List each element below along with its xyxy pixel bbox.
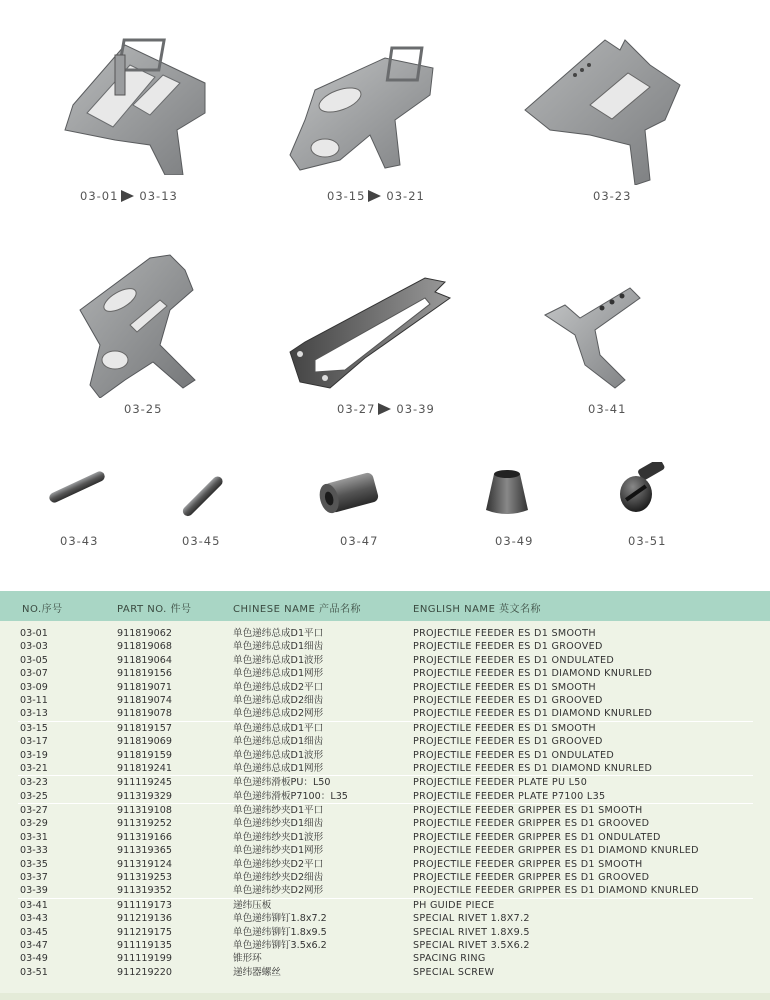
row-chinese-name: 单色递纬总成D1波形 xyxy=(233,749,324,761)
row-chinese-name: 单色递纬滑板P7100：L35 xyxy=(233,790,348,802)
part-03-43-label: 03-43 xyxy=(60,534,99,548)
row-no: 03-07 xyxy=(20,668,48,680)
arrow-right-icon xyxy=(121,190,134,202)
row-part-no: 911819064 xyxy=(117,654,172,666)
row-no: 03-05 xyxy=(20,654,48,666)
row-chinese-name: 单色递纬总成D1细齿 xyxy=(233,736,324,748)
row-part-no: 911319108 xyxy=(117,805,172,817)
row-no: 03-19 xyxy=(20,749,48,761)
row-chinese-name: 锥形环 xyxy=(233,953,262,965)
row-no: 03-33 xyxy=(20,845,48,857)
part-03-41-image xyxy=(540,280,645,390)
row-english-name: PH GUIDE PIECE xyxy=(413,899,495,911)
part-03-47-label: 03-47 xyxy=(340,534,379,548)
part-03-23-image xyxy=(520,35,685,185)
row-chinese-name: 单色递纬纱夹D1波形 xyxy=(233,831,324,843)
table-row xyxy=(0,762,770,775)
row-chinese-name: 递纬器螺丝 xyxy=(233,966,281,978)
row-chinese-name: 单色递纬总成D1平口 xyxy=(233,628,324,639)
part-03-47-image xyxy=(315,470,385,520)
table-row xyxy=(0,844,770,857)
table-row xyxy=(0,681,770,694)
row-no: 03-23 xyxy=(20,777,48,789)
row-chinese-name: 单色递纬纱夹D1细齿 xyxy=(233,818,324,830)
row-no: 03-41 xyxy=(20,899,48,911)
row-english-name: PROJECTILE FEEDER ES D1 ONDULATED xyxy=(413,749,615,761)
row-no: 03-45 xyxy=(20,926,48,938)
table-row xyxy=(0,707,770,720)
row-no: 03-35 xyxy=(20,858,48,870)
part-03-15-image xyxy=(285,40,445,180)
table-row xyxy=(0,654,770,667)
part-03-01-label: 03-01 03-13 xyxy=(80,189,178,203)
table-row xyxy=(0,749,770,762)
header-chinese-name: CHINESE NAME 产品名称 xyxy=(233,604,362,615)
row-english-name: PROJECTILE FEEDER ES D1 DIAMOND KNURLED xyxy=(413,708,653,720)
row-part-no: 911819069 xyxy=(117,736,172,748)
row-no: 03-29 xyxy=(20,818,48,830)
row-no: 03-01 xyxy=(20,628,48,639)
row-english-name: PROJECTILE FEEDER ES D1 DIAMOND KNURLED xyxy=(413,762,653,774)
table-row xyxy=(0,722,770,735)
row-part-no: 911819078 xyxy=(117,708,172,720)
row-no: 03-15 xyxy=(20,722,48,734)
row-english-name: PROJECTILE FEEDER PLATE P7100 L35 xyxy=(413,790,606,802)
row-chinese-name: 单色递纬铆钉1.8x9.5 xyxy=(233,926,327,938)
row-part-no: 911219175 xyxy=(117,926,172,938)
row-chinese-name: 单色递纬总成D2平口 xyxy=(233,681,324,693)
part-03-15-label: 03-15 03-21 xyxy=(327,189,425,203)
table-row xyxy=(0,871,770,884)
header-english-name: ENGLISH NAME 英文名称 xyxy=(413,604,542,615)
row-chinese-name: 单色递纬纱夹D1平口 xyxy=(233,805,324,817)
table-body xyxy=(0,627,770,979)
row-no: 03-13 xyxy=(20,708,48,720)
part-03-27-image xyxy=(285,270,460,390)
row-chinese-name: 单色递纬总成D1细齿 xyxy=(233,641,324,653)
row-chinese-name: 单色递纬总成D1网形 xyxy=(233,668,324,680)
footer-strip xyxy=(0,993,770,1000)
table-row xyxy=(0,667,770,680)
part-03-25-label: 03-25 xyxy=(124,402,163,416)
table-row xyxy=(0,899,770,912)
table-row xyxy=(0,804,770,817)
row-part-no: 911319253 xyxy=(117,872,172,884)
row-part-no: 911819074 xyxy=(117,694,172,706)
row-part-no: 911119199 xyxy=(117,953,172,965)
table-row xyxy=(0,926,770,939)
row-no: 03-03 xyxy=(20,641,48,653)
row-english-name: PROJECTILE FEEDER ES D1 GROOVED xyxy=(413,641,603,653)
header-no: NO.序号 xyxy=(22,604,63,615)
part-03-49-image xyxy=(482,468,532,518)
table-row xyxy=(0,790,770,803)
row-english-name: PROJECTILE FEEDER ES D1 SMOOTH xyxy=(413,681,596,693)
row-english-name: PROJECTILE FEEDER ES D1 GROOVED xyxy=(413,736,603,748)
parts-table xyxy=(0,591,770,1000)
part-03-51-label: 03-51 xyxy=(628,534,667,548)
row-part-no: 911319252 xyxy=(117,818,172,830)
row-chinese-name: 单色递纬纱夹D2细齿 xyxy=(233,872,324,884)
row-part-no: 911119135 xyxy=(117,939,172,951)
part-03-23-label: 03-23 xyxy=(593,189,632,203)
row-no: 03-11 xyxy=(20,694,48,706)
row-part-no: 911819157 xyxy=(117,722,172,734)
row-chinese-name: 单色递纬铆钉3.5x6.2 xyxy=(233,939,327,951)
row-english-name: SPECIAL RIVET 1.8X7.2 xyxy=(413,913,530,925)
row-english-name: SPACING RING xyxy=(413,953,486,965)
row-no: 03-31 xyxy=(20,831,48,843)
row-english-name: PROJECTILE FEEDER GRIPPER ES D1 GROOVED xyxy=(413,818,650,830)
row-english-name: PROJECTILE FEEDER ES D1 SMOOTH xyxy=(413,628,596,639)
row-no: 03-25 xyxy=(20,790,48,802)
row-english-name: PROJECTILE FEEDER GRIPPER ES D1 ONDULATED xyxy=(413,831,661,843)
row-chinese-name: 单色递纬纱夹D2网形 xyxy=(233,885,324,897)
table-row xyxy=(0,884,770,897)
row-chinese-name: 单色递纬铆钉1.8x7.2 xyxy=(233,913,327,925)
row-english-name: PROJECTILE FEEDER GRIPPER ES D1 SMOOTH xyxy=(413,805,643,817)
header-part-no: PART NO. 件号 xyxy=(117,604,192,615)
table-header xyxy=(0,591,770,621)
row-chinese-name: 单色递纬总成D1平口 xyxy=(233,722,324,734)
row-part-no: 911319124 xyxy=(117,858,172,870)
part-03-27-label: 03-27 03-39 xyxy=(337,402,435,416)
table-row xyxy=(0,912,770,925)
row-english-name: PROJECTILE FEEDER ES D1 ONDULATED xyxy=(413,654,615,666)
row-part-no: 911319329 xyxy=(117,790,172,802)
row-chinese-name: 单色递纬总成D2网形 xyxy=(233,708,324,720)
table-row xyxy=(0,694,770,707)
row-chinese-name: 单色递纬总成D2细齿 xyxy=(233,694,324,706)
row-no: 03-37 xyxy=(20,872,48,884)
row-part-no: 911819071 xyxy=(117,681,172,693)
row-part-no: 911219136 xyxy=(117,913,172,925)
row-english-name: PROJECTILE FEEDER ES D1 GROOVED xyxy=(413,694,603,706)
row-english-name: PROJECTILE FEEDER GRIPPER ES D1 SMOOTH xyxy=(413,858,643,870)
table-row xyxy=(0,627,770,640)
row-english-name: SPECIAL RIVET 3.5X6.2 xyxy=(413,939,530,951)
table-row xyxy=(0,966,770,979)
part-03-49-label: 03-49 xyxy=(495,534,534,548)
row-no: 03-21 xyxy=(20,762,48,774)
table-row xyxy=(0,735,770,748)
row-part-no: 911219220 xyxy=(117,966,172,978)
part-03-41-label: 03-41 xyxy=(588,402,627,416)
part-03-25-image xyxy=(75,250,205,398)
table-row xyxy=(0,640,770,653)
row-part-no: 911819156 xyxy=(117,668,172,680)
row-chinese-name: 单色递纬纱夹D2平口 xyxy=(233,858,324,870)
arrow-right-icon xyxy=(368,190,381,202)
row-english-name: SPECIAL SCREW xyxy=(413,966,495,978)
row-english-name: PROJECTILE FEEDER GRIPPER ES D1 GROOVED xyxy=(413,872,650,884)
table-row xyxy=(0,858,770,871)
row-no: 03-43 xyxy=(20,913,48,925)
row-english-name: PROJECTILE FEEDER GRIPPER ES D1 DIAMOND KNURLED xyxy=(413,885,699,897)
row-part-no: 911819241 xyxy=(117,762,172,774)
row-english-name: PROJECTILE FEEDER PLATE PU L50 xyxy=(413,777,588,789)
row-no: 03-09 xyxy=(20,681,48,693)
row-part-no: 911819068 xyxy=(117,641,172,653)
row-chinese-name: 递纬压板 xyxy=(233,899,272,911)
row-chinese-name: 单色递纬滑板PU：L50 xyxy=(233,777,331,789)
table-row xyxy=(0,939,770,952)
part-03-51-image xyxy=(610,462,670,517)
table-row xyxy=(0,817,770,830)
row-part-no: 911319352 xyxy=(117,885,172,897)
row-no: 03-39 xyxy=(20,885,48,897)
row-part-no: 911119245 xyxy=(117,777,172,789)
row-no: 03-17 xyxy=(20,736,48,748)
row-english-name: PROJECTILE FEEDER ES D1 DIAMOND KNURLED xyxy=(413,668,653,680)
row-english-name: SPECIAL RIVET 1.8X9.5 xyxy=(413,926,530,938)
part-03-43-image xyxy=(45,462,110,512)
table-row xyxy=(0,776,770,789)
arrow-right-icon xyxy=(378,403,391,415)
table-row xyxy=(0,831,770,844)
row-no: 03-27 xyxy=(20,805,48,817)
row-part-no: 911819159 xyxy=(117,749,172,761)
part-03-45-image xyxy=(175,472,230,522)
row-no: 03-47 xyxy=(20,939,48,951)
row-english-name: PROJECTILE FEEDER GRIPPER ES D1 DIAMOND KNURLED xyxy=(413,845,699,857)
row-chinese-name: 单色递纬总成D1网形 xyxy=(233,762,324,774)
row-part-no: 911119173 xyxy=(117,899,172,911)
row-part-no: 911819062 xyxy=(117,628,172,639)
row-no: 03-51 xyxy=(20,966,48,978)
table-row xyxy=(0,952,770,965)
part-03-45-label: 03-45 xyxy=(182,534,221,548)
row-part-no: 911319166 xyxy=(117,831,172,843)
row-chinese-name: 单色递纬总成D1波形 xyxy=(233,654,324,666)
row-chinese-name: 单色递纬纱夹D1网形 xyxy=(233,845,324,857)
part-03-01-image xyxy=(55,35,220,175)
row-no: 03-49 xyxy=(20,953,48,965)
row-part-no: 911319365 xyxy=(117,845,172,857)
row-english-name: PROJECTILE FEEDER ES D1 SMOOTH xyxy=(413,722,596,734)
